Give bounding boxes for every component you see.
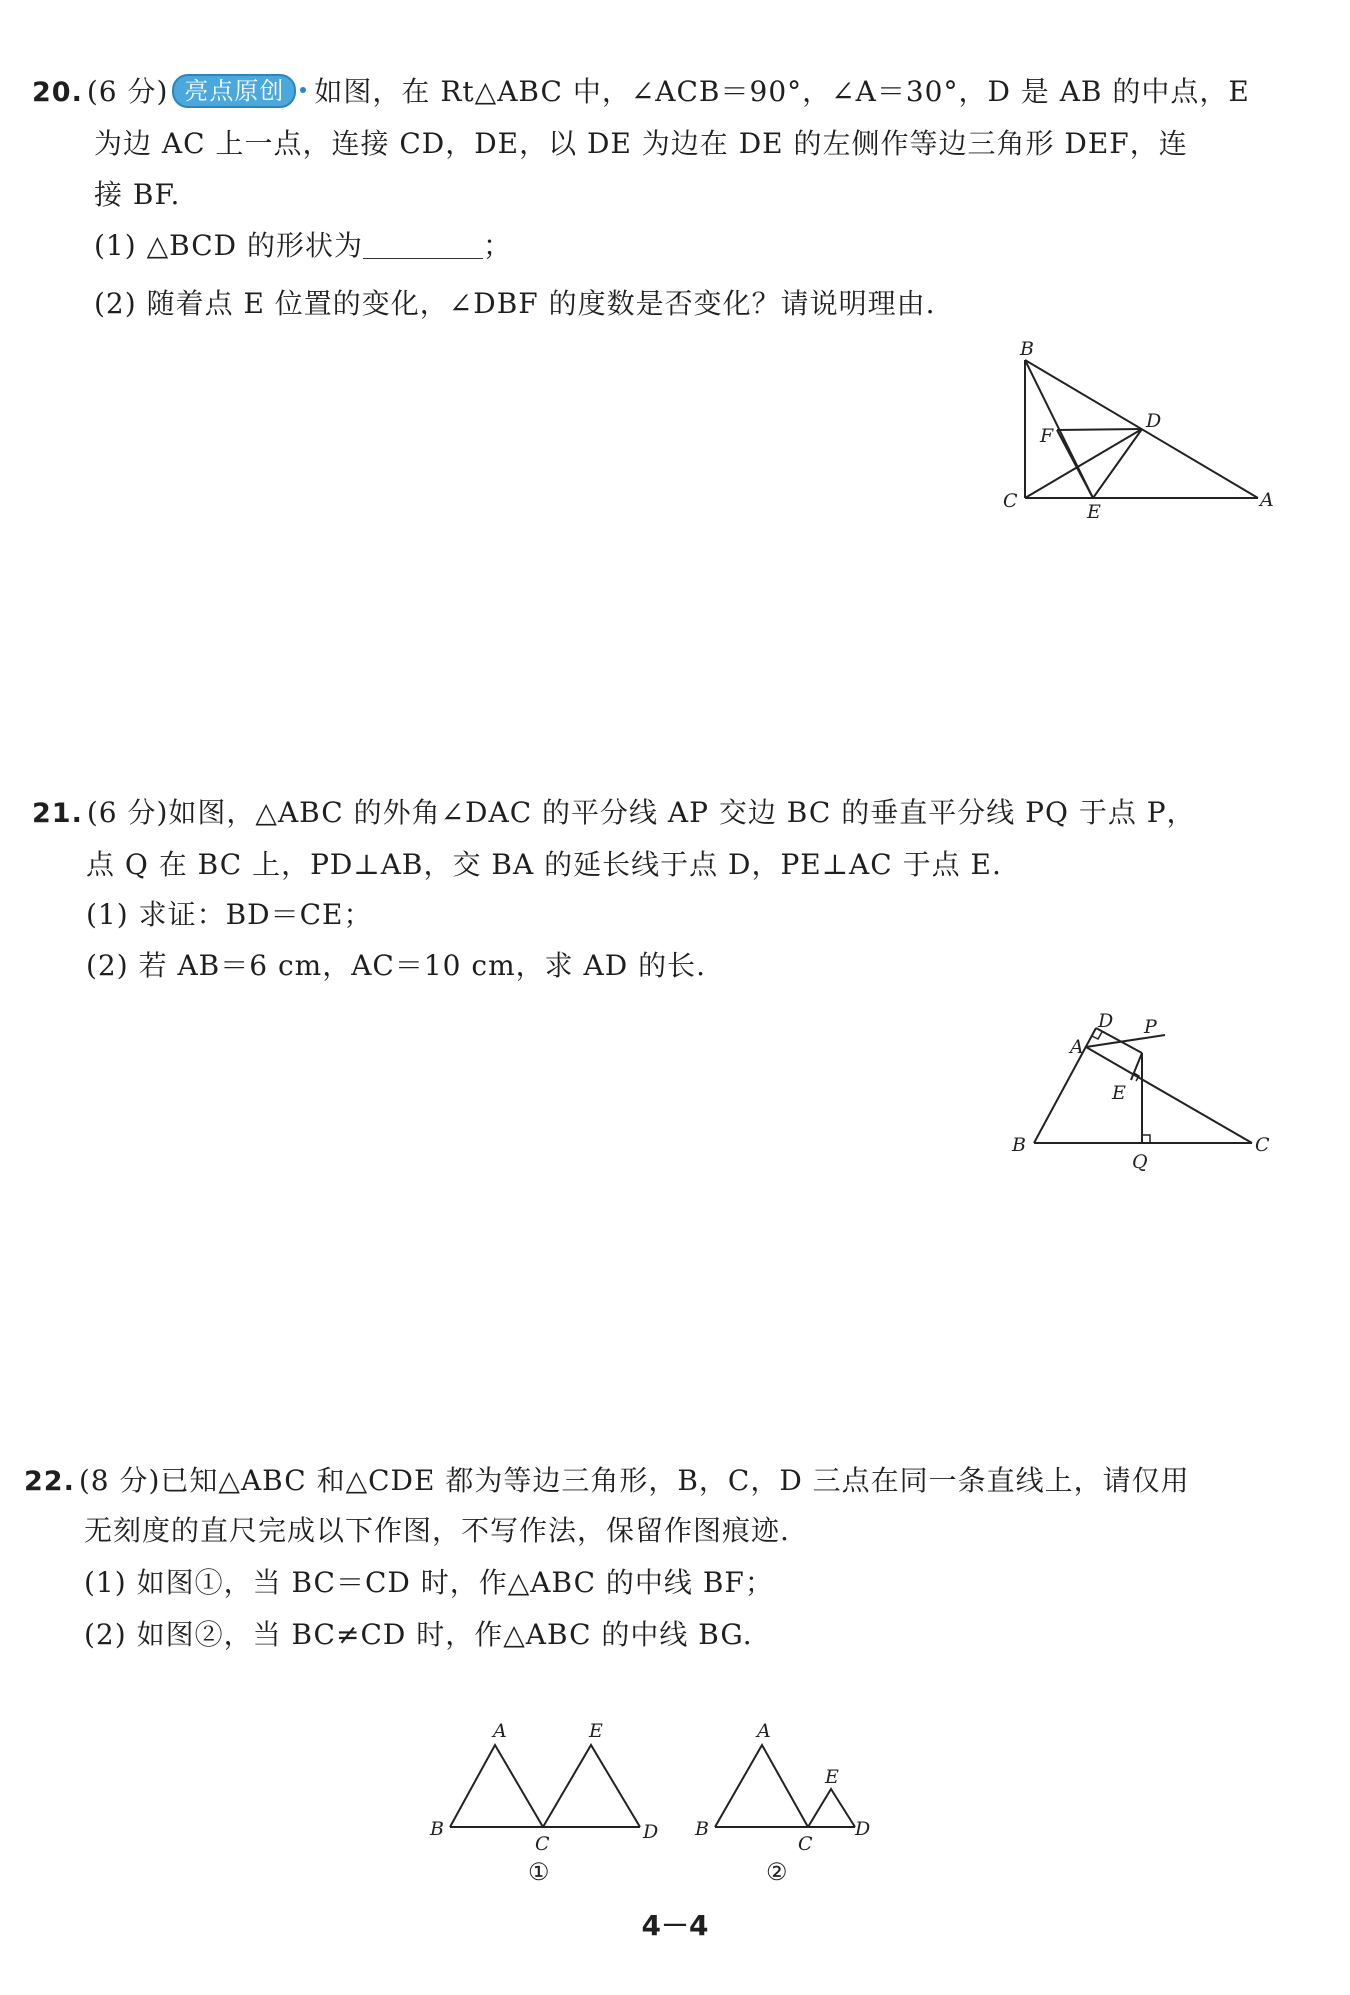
part-2: (2) 若 AB＝6 cm，AC＝10 cm，求 AD 的长.	[86, 949, 706, 982]
question-number: 22.	[24, 1466, 75, 1497]
question-text-line2: 为边 AC 上一点，连接 CD，DE，以 DE 为边在 DE 的左侧作等边三角形 DEF，连	[94, 127, 1188, 160]
figure-caption: ①	[528, 1858, 550, 1885]
page-number: 4－4	[641, 1909, 709, 1942]
figure-q20	[990, 335, 1290, 535]
label-c: C	[1003, 490, 1018, 512]
right-angle-q	[1142, 1135, 1150, 1143]
label-a: A	[1260, 489, 1274, 511]
label-e: E	[825, 1766, 839, 1788]
part-2: (2) 如图②，当 BC≠CD 时，作△ABC 的中线 BG.	[84, 1618, 753, 1651]
label-f: F	[1040, 425, 1054, 447]
label-c: C	[1255, 1134, 1270, 1156]
triangle-cde	[808, 1789, 855, 1827]
label-a: A	[493, 1720, 507, 1742]
question-text-line1: (8 分)已知△ABC 和△CDE 都为等边三角形，B，C，D 三点在同一条直线上，请仅用	[78, 1464, 1190, 1497]
segment-ac	[1086, 1047, 1252, 1143]
question-number: 20.	[32, 77, 83, 108]
line-bd	[1034, 1028, 1096, 1143]
figure-q21	[1000, 1005, 1290, 1185]
label-a: A	[757, 1720, 771, 1742]
label-d: D	[643, 1821, 659, 1843]
label-b: B	[1020, 338, 1034, 360]
label-p: P	[1144, 1016, 1157, 1038]
question-text-line3: 接 BF.	[94, 178, 181, 211]
badge-dot	[300, 87, 306, 93]
triangle-abc	[715, 1745, 808, 1827]
label-d: D	[855, 1818, 871, 1840]
question-text-line2: 无刻度的直尺完成以下作图，不写作法，保留作图痕迹.	[84, 1514, 790, 1547]
question-text-line1: 如图，在 Rt△ABC 中，∠ACB＝90°，∠A＝30°，D 是 AB 的中点，E	[314, 75, 1250, 108]
question-number: 21.	[32, 798, 83, 829]
label-c: C	[535, 1833, 550, 1855]
label-a: A	[1070, 1036, 1084, 1058]
question-score: (6 分)	[86, 75, 169, 108]
label-e: E	[589, 1720, 603, 1742]
part-1: (1) 求证：BD＝CE；	[86, 898, 373, 931]
label-b: B	[1012, 1134, 1026, 1156]
triangle-abc	[450, 1745, 543, 1827]
segment-fd	[1057, 429, 1142, 430]
triangle-cde	[543, 1745, 640, 1827]
original-badge: 亮点原创	[172, 74, 296, 108]
label-c: C	[798, 1833, 813, 1855]
figure-q22-1	[425, 1715, 675, 1885]
figure-q22-2	[690, 1715, 890, 1885]
part-1: (1) △BCD 的形状为	[94, 229, 363, 262]
label-e: E	[1087, 501, 1101, 523]
label-e: E	[1112, 1082, 1126, 1104]
label-b: B	[430, 1818, 444, 1840]
segment-de	[1093, 429, 1142, 498]
answer-blank	[363, 232, 483, 259]
label-b: B	[695, 1818, 709, 1840]
figure-caption: ②	[766, 1858, 788, 1885]
label-d: D	[1098, 1010, 1114, 1032]
part-1-end: ；	[482, 229, 512, 262]
question-text-line1: (6 分)如图，△ABC 的外角∠DAC 的平分线 AP 交边 BC 的垂直平分线 PQ 于点 P，	[86, 796, 1196, 829]
part-1: (1) 如图①，当 BC＝CD 时，作△ABC 的中线 BF；	[84, 1566, 774, 1599]
part-2: (2) 随着点 E 位置的变化，∠DBF 的度数是否变化？请说明理由.	[94, 287, 936, 320]
label-q: Q	[1132, 1151, 1148, 1173]
label-d: D	[1146, 410, 1162, 432]
question-text-line2: 点 Q 在 BC 上，PD⊥AB，交 BA 的延长线于点 D，PE⊥AC 于点 E.	[86, 848, 1002, 881]
